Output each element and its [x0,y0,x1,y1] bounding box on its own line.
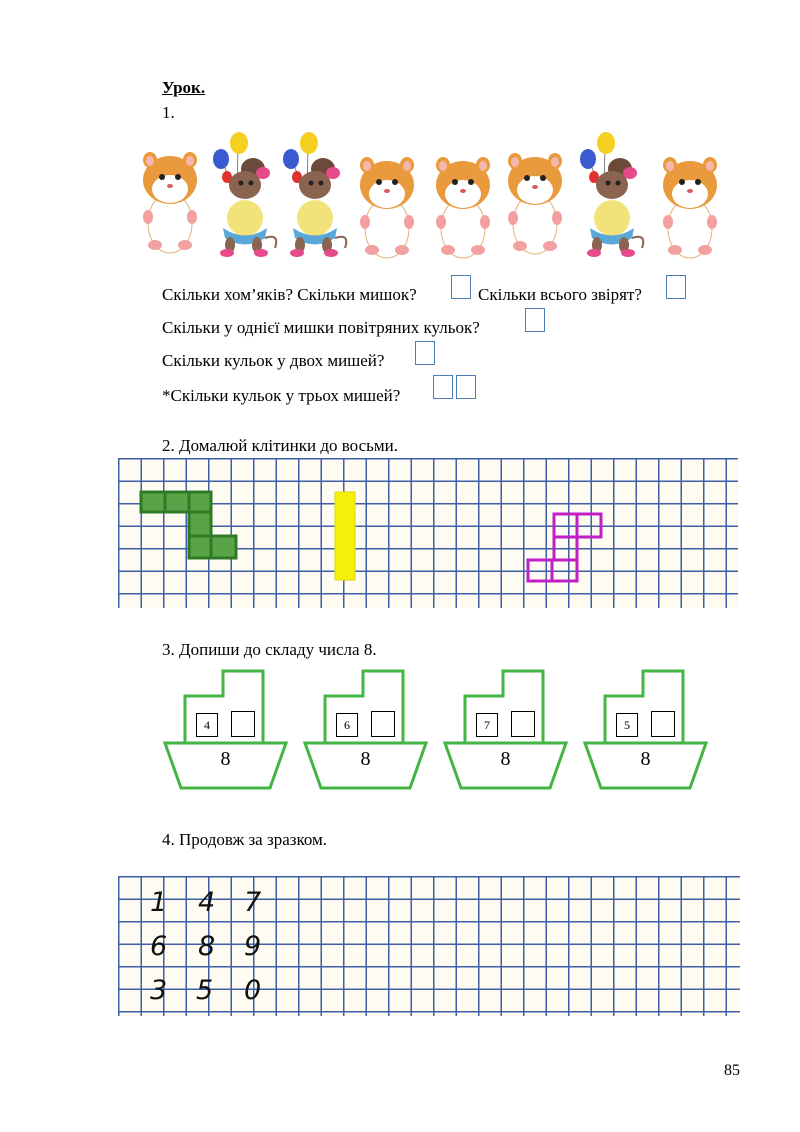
boat-2-outline [303,668,428,793]
boat-2-answer-box[interactable] [371,711,395,737]
boat-4-total: 8 [640,748,651,770]
boat-1-total: 8 [220,748,231,770]
boat-3-answer-box[interactable] [511,711,535,737]
sample-digit: 9 [244,931,262,962]
question-balloons-three-mice: *Скільки кульок у трьох мишей? [162,386,401,405]
sample-digit: 1 [150,887,168,918]
green-shape [141,492,236,558]
answer-box-count[interactable] [451,275,471,299]
boat-4 [583,668,708,793]
magenta-shape [528,514,601,581]
boat-3-total: 8 [500,748,511,770]
lesson-title: Урок. [162,78,206,97]
boat-4-answer-box[interactable] [651,711,675,737]
boat-3 [443,668,568,793]
question-all-animals: Скільки всього звірят? [478,285,642,304]
boat-2-given: 6 [336,713,358,737]
boat-1 [163,668,288,793]
sample-digit: 5 [196,975,214,1006]
sample-digit: 8 [198,931,216,962]
boat-1-answer-box[interactable] [231,711,255,737]
answer-box-balloons-one[interactable] [525,308,545,332]
answer-box-balloons-two[interactable] [415,341,435,365]
task3-title: 3. Допиши до складу числа 8. [162,640,377,659]
page-number: 85 [724,1062,740,1079]
boat-3-outline [443,668,568,793]
sample-digit: 7 [244,887,262,918]
boat-4-outline [583,668,708,793]
boat-2-total: 8 [360,748,371,770]
boat-1-outline [163,668,288,793]
animals-illustration [135,130,735,260]
task1-number: 1. [162,103,175,122]
task2-title: 2. Домалюй клітинки до восьми. [162,436,398,455]
boat-3-given: 7 [476,713,498,737]
boat-2 [303,668,428,793]
task2-shapes [118,458,738,608]
question-hamsters-mice: Скільки хом’яків? Скільки мишок? [162,285,417,304]
yellow-shape [335,492,355,580]
sample-digit: 3 [150,975,168,1006]
question-balloons-one-mouse: Скільки у однієї мишки повітряних кульок? [162,318,480,337]
answer-box-tens[interactable] [433,375,453,399]
answer-box-total[interactable] [666,275,686,299]
sample-digit: 4 [198,887,216,918]
boat-4-given: 5 [616,713,638,737]
question-balloons-two-mice: Скільки кульок у двох мишей? [162,351,385,370]
task4-title: 4. Продовж за зразком. [162,830,328,849]
sample-digit: 0 [244,975,262,1006]
sample-digit: 6 [150,931,168,962]
answer-box-units[interactable] [456,375,476,399]
boat-1-given: 4 [196,713,218,737]
